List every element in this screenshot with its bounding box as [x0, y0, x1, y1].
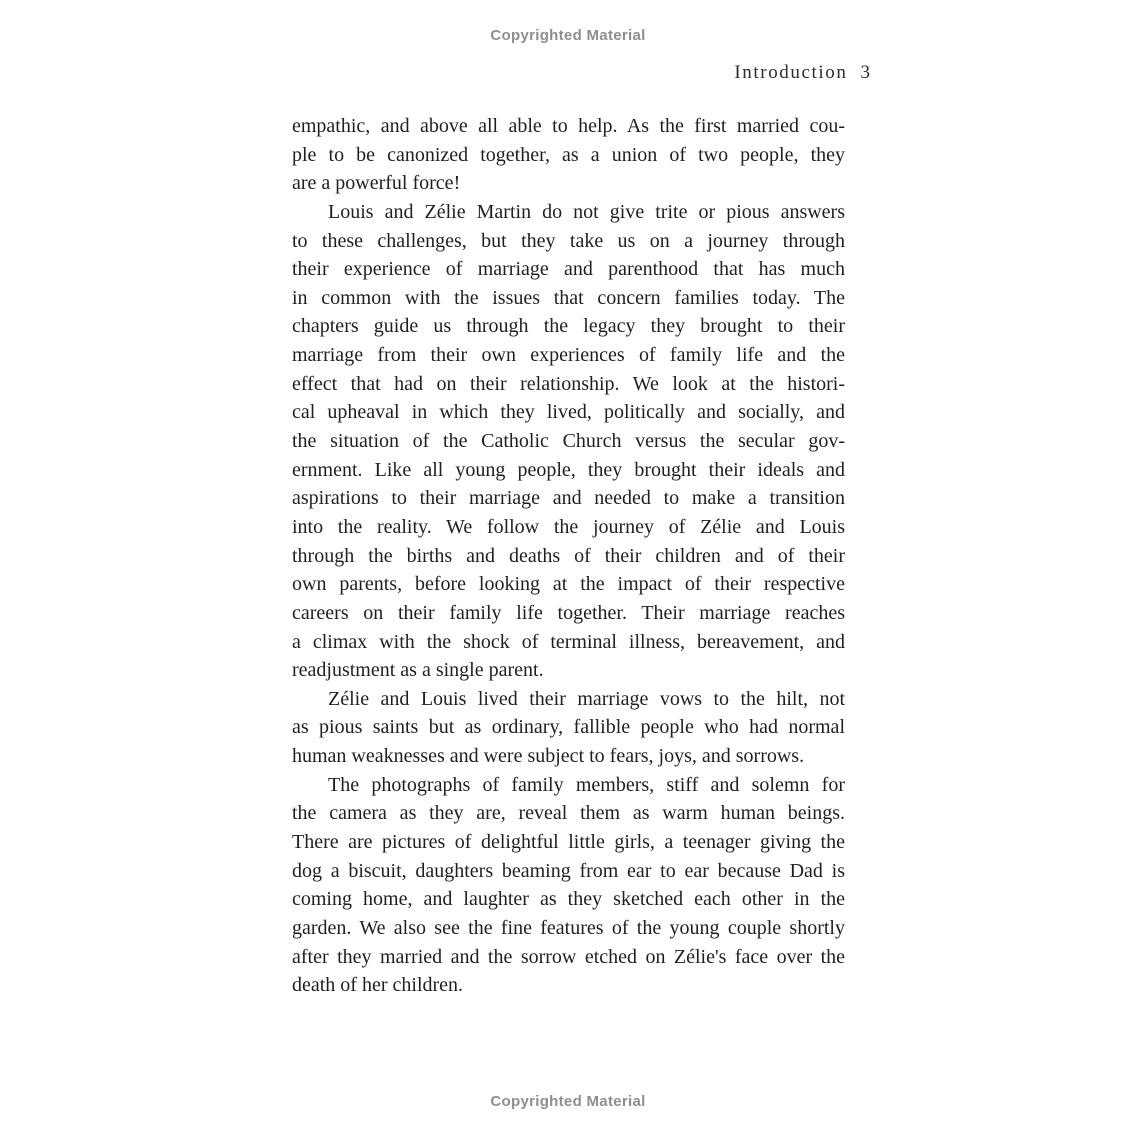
text-line: dog a biscuit, daughters beaming from ear to ear because Dad is	[292, 859, 845, 882]
text-line: a climax with the shock of terminal illness, bereavement, and	[292, 630, 845, 653]
text-line: coming home, and laughter as they sketched each other in the	[292, 888, 845, 911]
text-line: aspirations to their marriage and needed to make a transition	[292, 487, 845, 510]
text-line: cal upheaval in which they lived, politically and socially, and	[292, 401, 845, 424]
text-line: Louis and Zélie Martin do not give trite or pious answers	[328, 200, 845, 223]
text-line: ple to be canonized together, as a union of two people, they	[292, 143, 845, 166]
text-line: readjustment as a single parent.	[292, 659, 544, 682]
text-line: chapters guide us through the legacy they brought to their	[292, 315, 845, 338]
text-line: to these challenges, but they take us on a journey through	[292, 229, 845, 252]
body-text	[292, 112, 845, 1000]
text-line: The photographs of family members, stiff and solemn for	[328, 773, 845, 796]
text-line: through the births and deaths of their children and of their	[292, 544, 845, 567]
text-line: are a powerful force!	[292, 172, 461, 195]
text-line: There are pictures of delightful little girls, a teenager giving the	[292, 831, 845, 854]
text-line: into the reality. We follow the journey of Zélie and Louis	[292, 515, 845, 538]
running-head-title: Introduction	[734, 62, 848, 83]
text-line: as pious saints but as ordinary, fallible people who had normal	[292, 716, 845, 739]
text-line: the camera as they are, reveal them as warm human beings.	[292, 802, 845, 825]
copyright-notice-bottom: Copyrighted Material	[490, 1093, 646, 1110]
text-line: their experience of marriage and parenthood that has much	[292, 258, 845, 281]
text-line: effect that had on their relationship. We look at the histori-	[292, 372, 845, 395]
text-line: after they married and the sorrow etched on Zélie's face over the	[292, 945, 845, 968]
text-line: in common with the issues that concern families today. The	[292, 286, 845, 309]
paragraph	[292, 771, 845, 1000]
text-line: marriage from their own experiences of family life and the	[292, 344, 845, 367]
text-line: empathic, and above all able to help. As the first married cou-	[292, 115, 845, 137]
page-number: 3	[860, 62, 870, 83]
copyright-notice-top: Copyrighted Material	[490, 27, 646, 44]
text-line: death of her children.	[292, 974, 464, 997]
text-line: Zélie and Louis lived their marriage vows to the hilt, not	[328, 687, 845, 710]
text-line: the situation of the Catholic Church versus the secular gov-	[292, 430, 845, 453]
running-head	[734, 62, 870, 84]
paragraph	[292, 198, 845, 685]
text-line: careers on their family life together. Their marriage reaches	[292, 601, 845, 624]
paragraph	[292, 685, 845, 771]
text-line: human weaknesses and were subject to fears, joys, and sorrows.	[292, 745, 805, 768]
text-line: garden. We also see the fine features of the young couple shortly	[292, 916, 845, 939]
text-line: ernment. Like all young people, they brought their ideals and	[292, 458, 845, 481]
text-line: own parents, before looking at the impact of their respective	[292, 573, 845, 596]
paragraph	[292, 112, 845, 198]
